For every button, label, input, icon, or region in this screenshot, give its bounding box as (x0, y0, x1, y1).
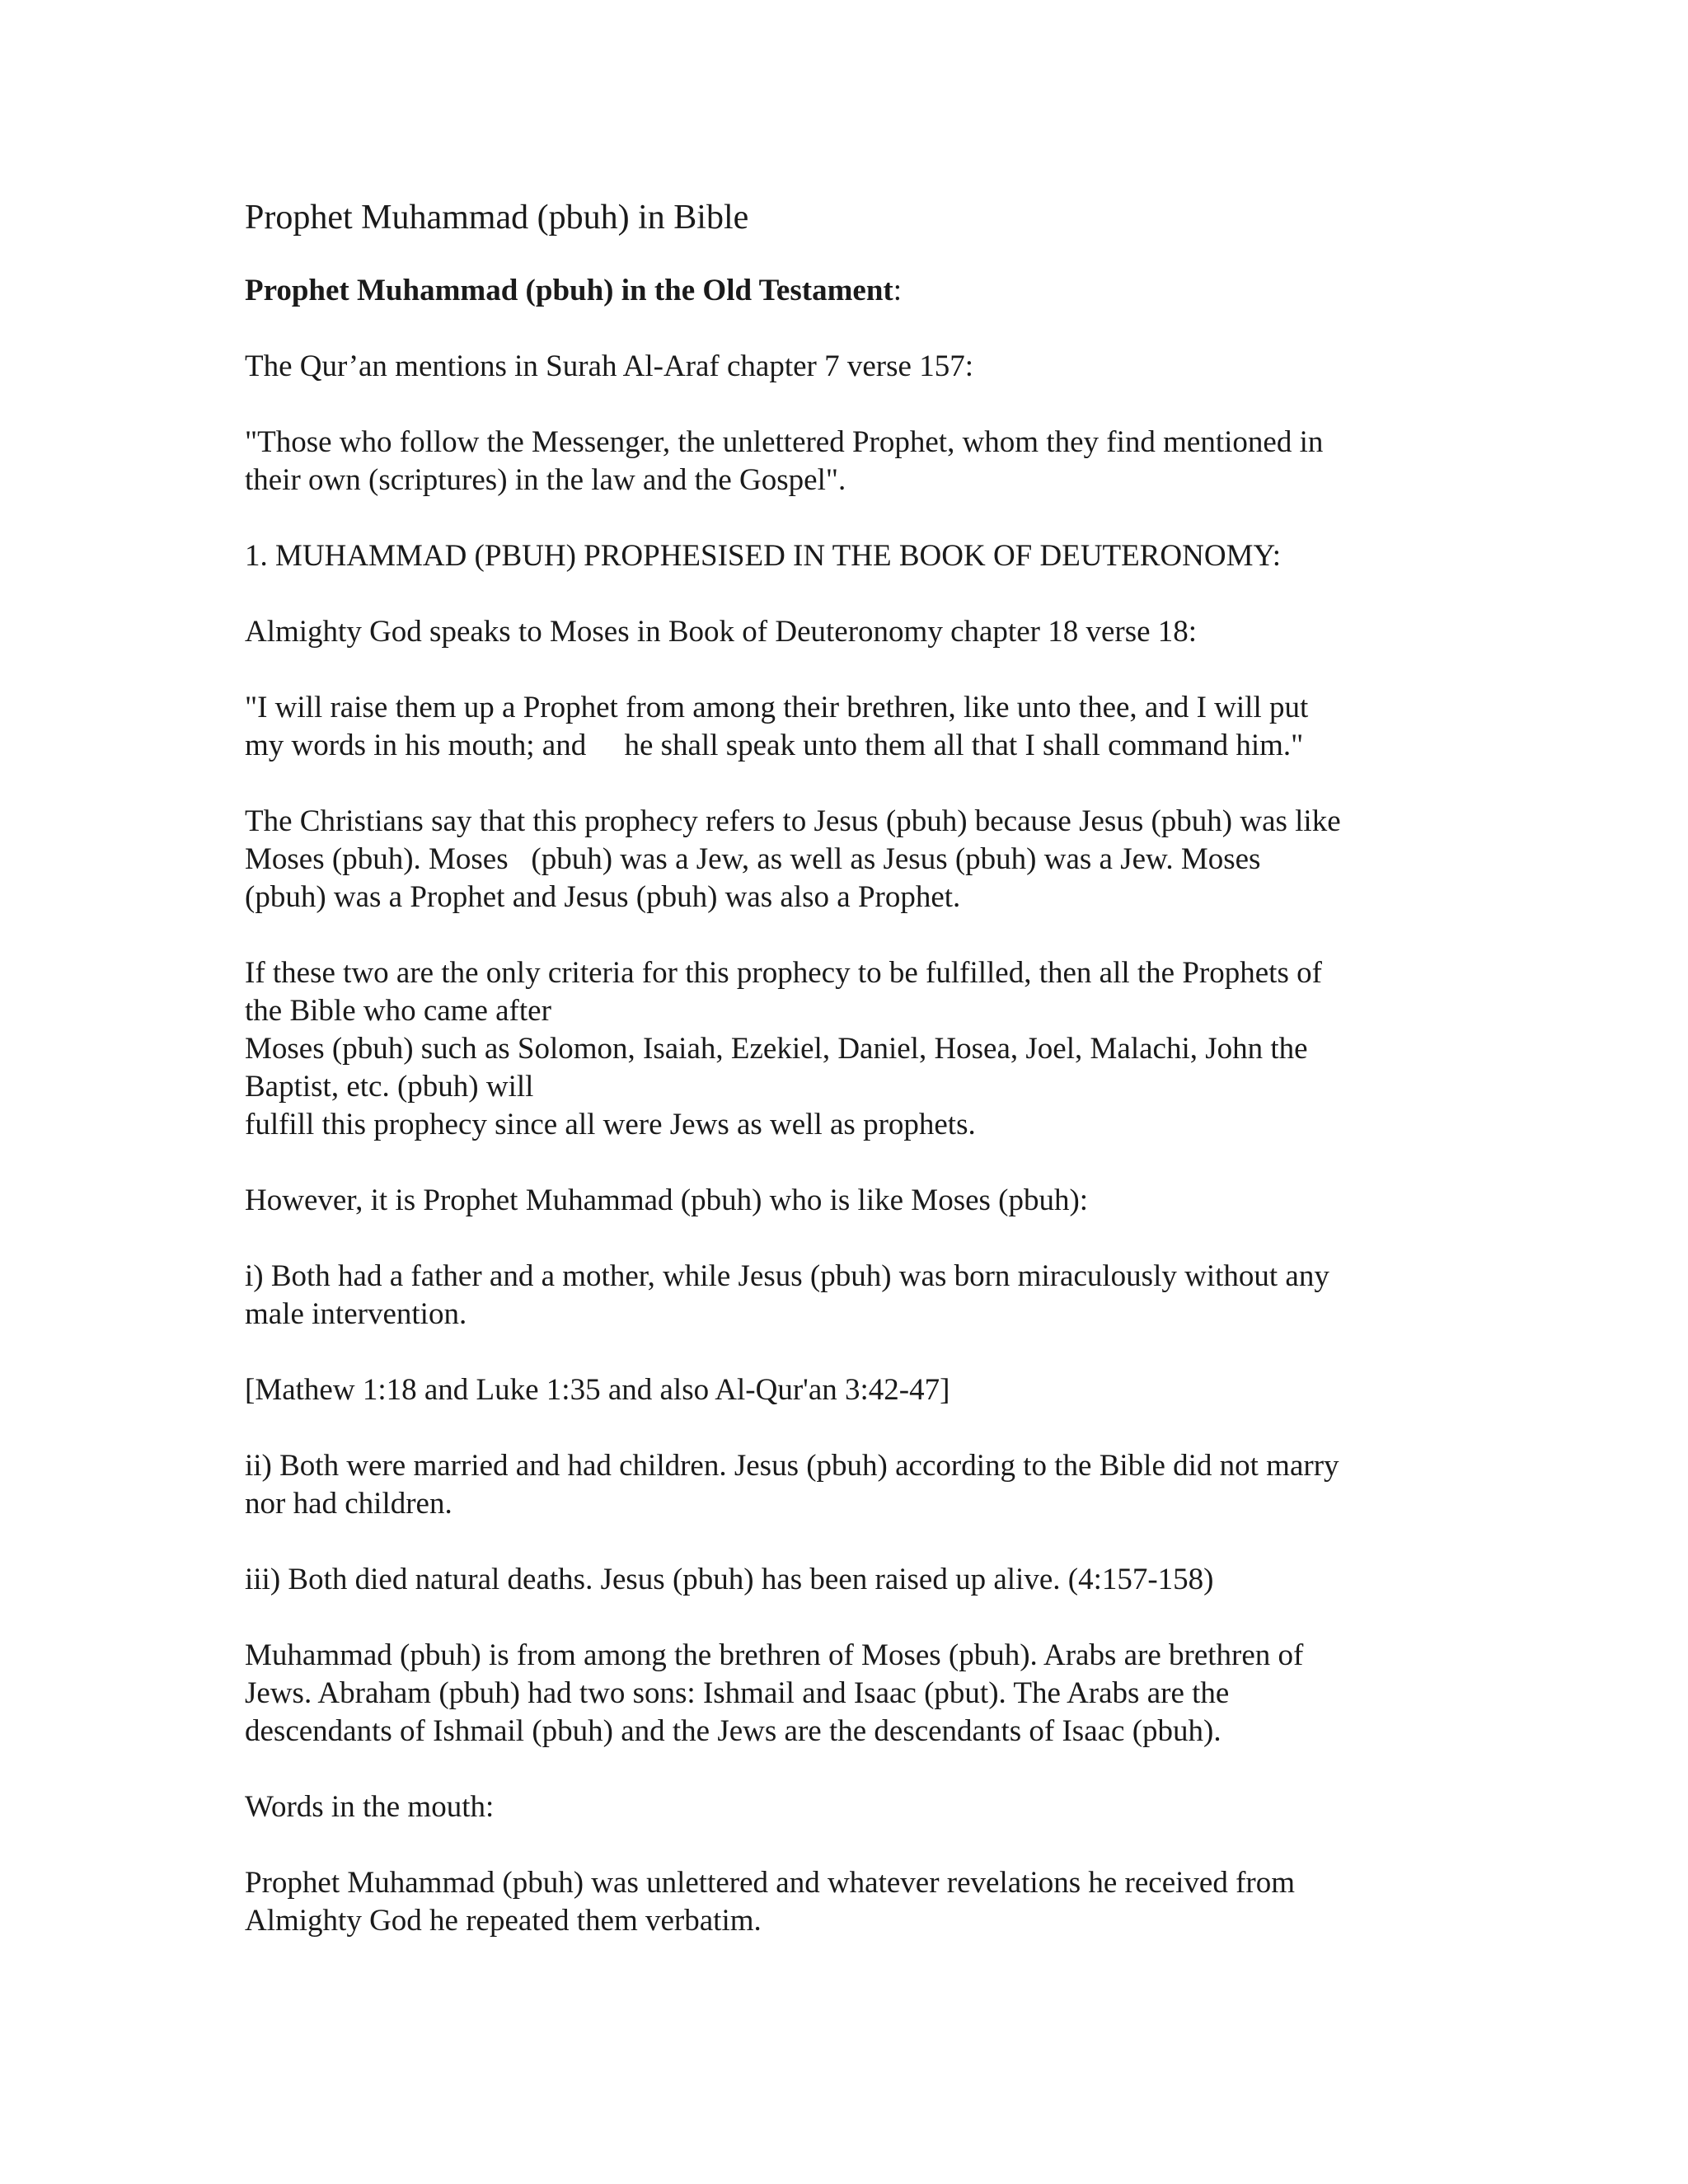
paragraph-line: Words in the mouth: (245, 1790, 495, 1824)
paragraph-line: "Those who follow the Messenger, the unlettered Prophet, whom they find mentioned in (245, 425, 1324, 459)
paragraph (245, 689, 1448, 765)
paragraph-line: their own (scriptures) in the law and the Gospel". (245, 463, 846, 497)
paragraph-line: Almighty God he repeated them verbatim. (245, 1904, 762, 1938)
paragraph-line: [Mathew 1:18 and Luke 1:35 and also Al-Qur'an 3:42-47] (245, 1373, 950, 1407)
paragraph-line: Muhammad (pbuh) is from among the brethren of Moses (pbuh). Arabs are brethren of (245, 1638, 1304, 1672)
section-heading (245, 272, 1448, 310)
paragraph (245, 1788, 1448, 1826)
section-heading-text: Prophet Muhammad (pbuh) in the Old Testament (245, 274, 893, 307)
paragraph-line: Moses (pbuh) such as Solomon, Isaiah, Ezekiel, Daniel, Hosea, Joel, Malachi, John the (245, 1032, 1308, 1066)
paragraph-line: 1. MUHAMMAD (PBUH) PROPHESISED IN THE BOOK OF DEUTERONOMY: (245, 539, 1282, 573)
page-title: Prophet Muhammad (pbuh) in Bible (245, 199, 749, 237)
document-body (245, 198, 1448, 1978)
paragraph (245, 537, 1448, 575)
paragraph (245, 1371, 1448, 1409)
paragraph (245, 1561, 1448, 1599)
paragraph (245, 1182, 1448, 1220)
paragraph-list (245, 348, 1448, 1940)
paragraph-line: Jews. Abraham (pbuh) had two sons: Ishmail and Isaac (pbut). The Arabs are the (245, 1676, 1230, 1710)
paragraph-line: "I will raise them up a Prophet from among their brethren, like unto thee, and I will put (245, 691, 1309, 724)
paragraph-line: Prophet Muhammad (pbuh) was unlettered and whatever revelations he received from (245, 1866, 1295, 1900)
paragraph (245, 1258, 1448, 1333)
paragraph (245, 803, 1448, 916)
paragraph (245, 1447, 1448, 1523)
paragraph-line: descendants of Ishmail (pbuh) and the Jews are the descendants of Isaac (pbuh). (245, 1714, 1221, 1748)
paragraph-line: Moses (pbuh). Moses (pbuh) was a Jew, as well as Jesus (pbuh) was a Jew. Moses (245, 842, 1261, 876)
paragraph (245, 613, 1448, 651)
paragraph-line: my words in his mouth; and he shall speak unto them all that I shall command him." (245, 729, 1304, 762)
paragraph-line: ii) Both were married and had children. Jesus (pbuh) according to the Bible did not marry (245, 1449, 1339, 1483)
paragraph-line: male intervention. (245, 1297, 467, 1331)
paragraph-line: If these two are the only criteria for this prophecy to be fulfilled, then all the Prophets of (245, 956, 1322, 990)
paragraph (245, 1637, 1448, 1750)
paragraph-line: nor had children. (245, 1487, 452, 1521)
paragraph-line: (pbuh) was a Prophet and Jesus (pbuh) was also a Prophet. (245, 880, 961, 914)
paragraph-line: Almighty God speaks to Moses in Book of Deuteronomy chapter 18 verse 18: (245, 615, 1198, 649)
paragraph (245, 954, 1448, 1144)
paragraph (245, 1864, 1448, 1940)
paragraph-line: Baptist, etc. (pbuh) will (245, 1070, 534, 1104)
paragraph-line: The Qur’an mentions in Surah Al-Araf chapter 7 verse 157: (245, 349, 973, 383)
paragraph (245, 348, 1448, 386)
paragraph-line: However, it is Prophet Muhammad (pbuh) who is like Moses (pbuh): (245, 1183, 1089, 1217)
paragraph-line: i) Both had a father and a mother, while Jesus (pbuh) was born miraculously without any (245, 1259, 1329, 1293)
section-heading-colon: : (893, 274, 903, 307)
paragraph-line: iii) Both died natural deaths. Jesus (pbuh) has been raised up alive. (4:157-158) (245, 1563, 1214, 1596)
paragraph-line: The Christians say that this prophecy refers to Jesus (pbuh) because Jesus (pbuh) was like (245, 804, 1341, 838)
paragraph-line: the Bible who came after (245, 994, 551, 1028)
paragraph (245, 424, 1448, 499)
paragraph-line: fulfill this prophecy since all were Jews as well as prophets. (245, 1108, 976, 1141)
